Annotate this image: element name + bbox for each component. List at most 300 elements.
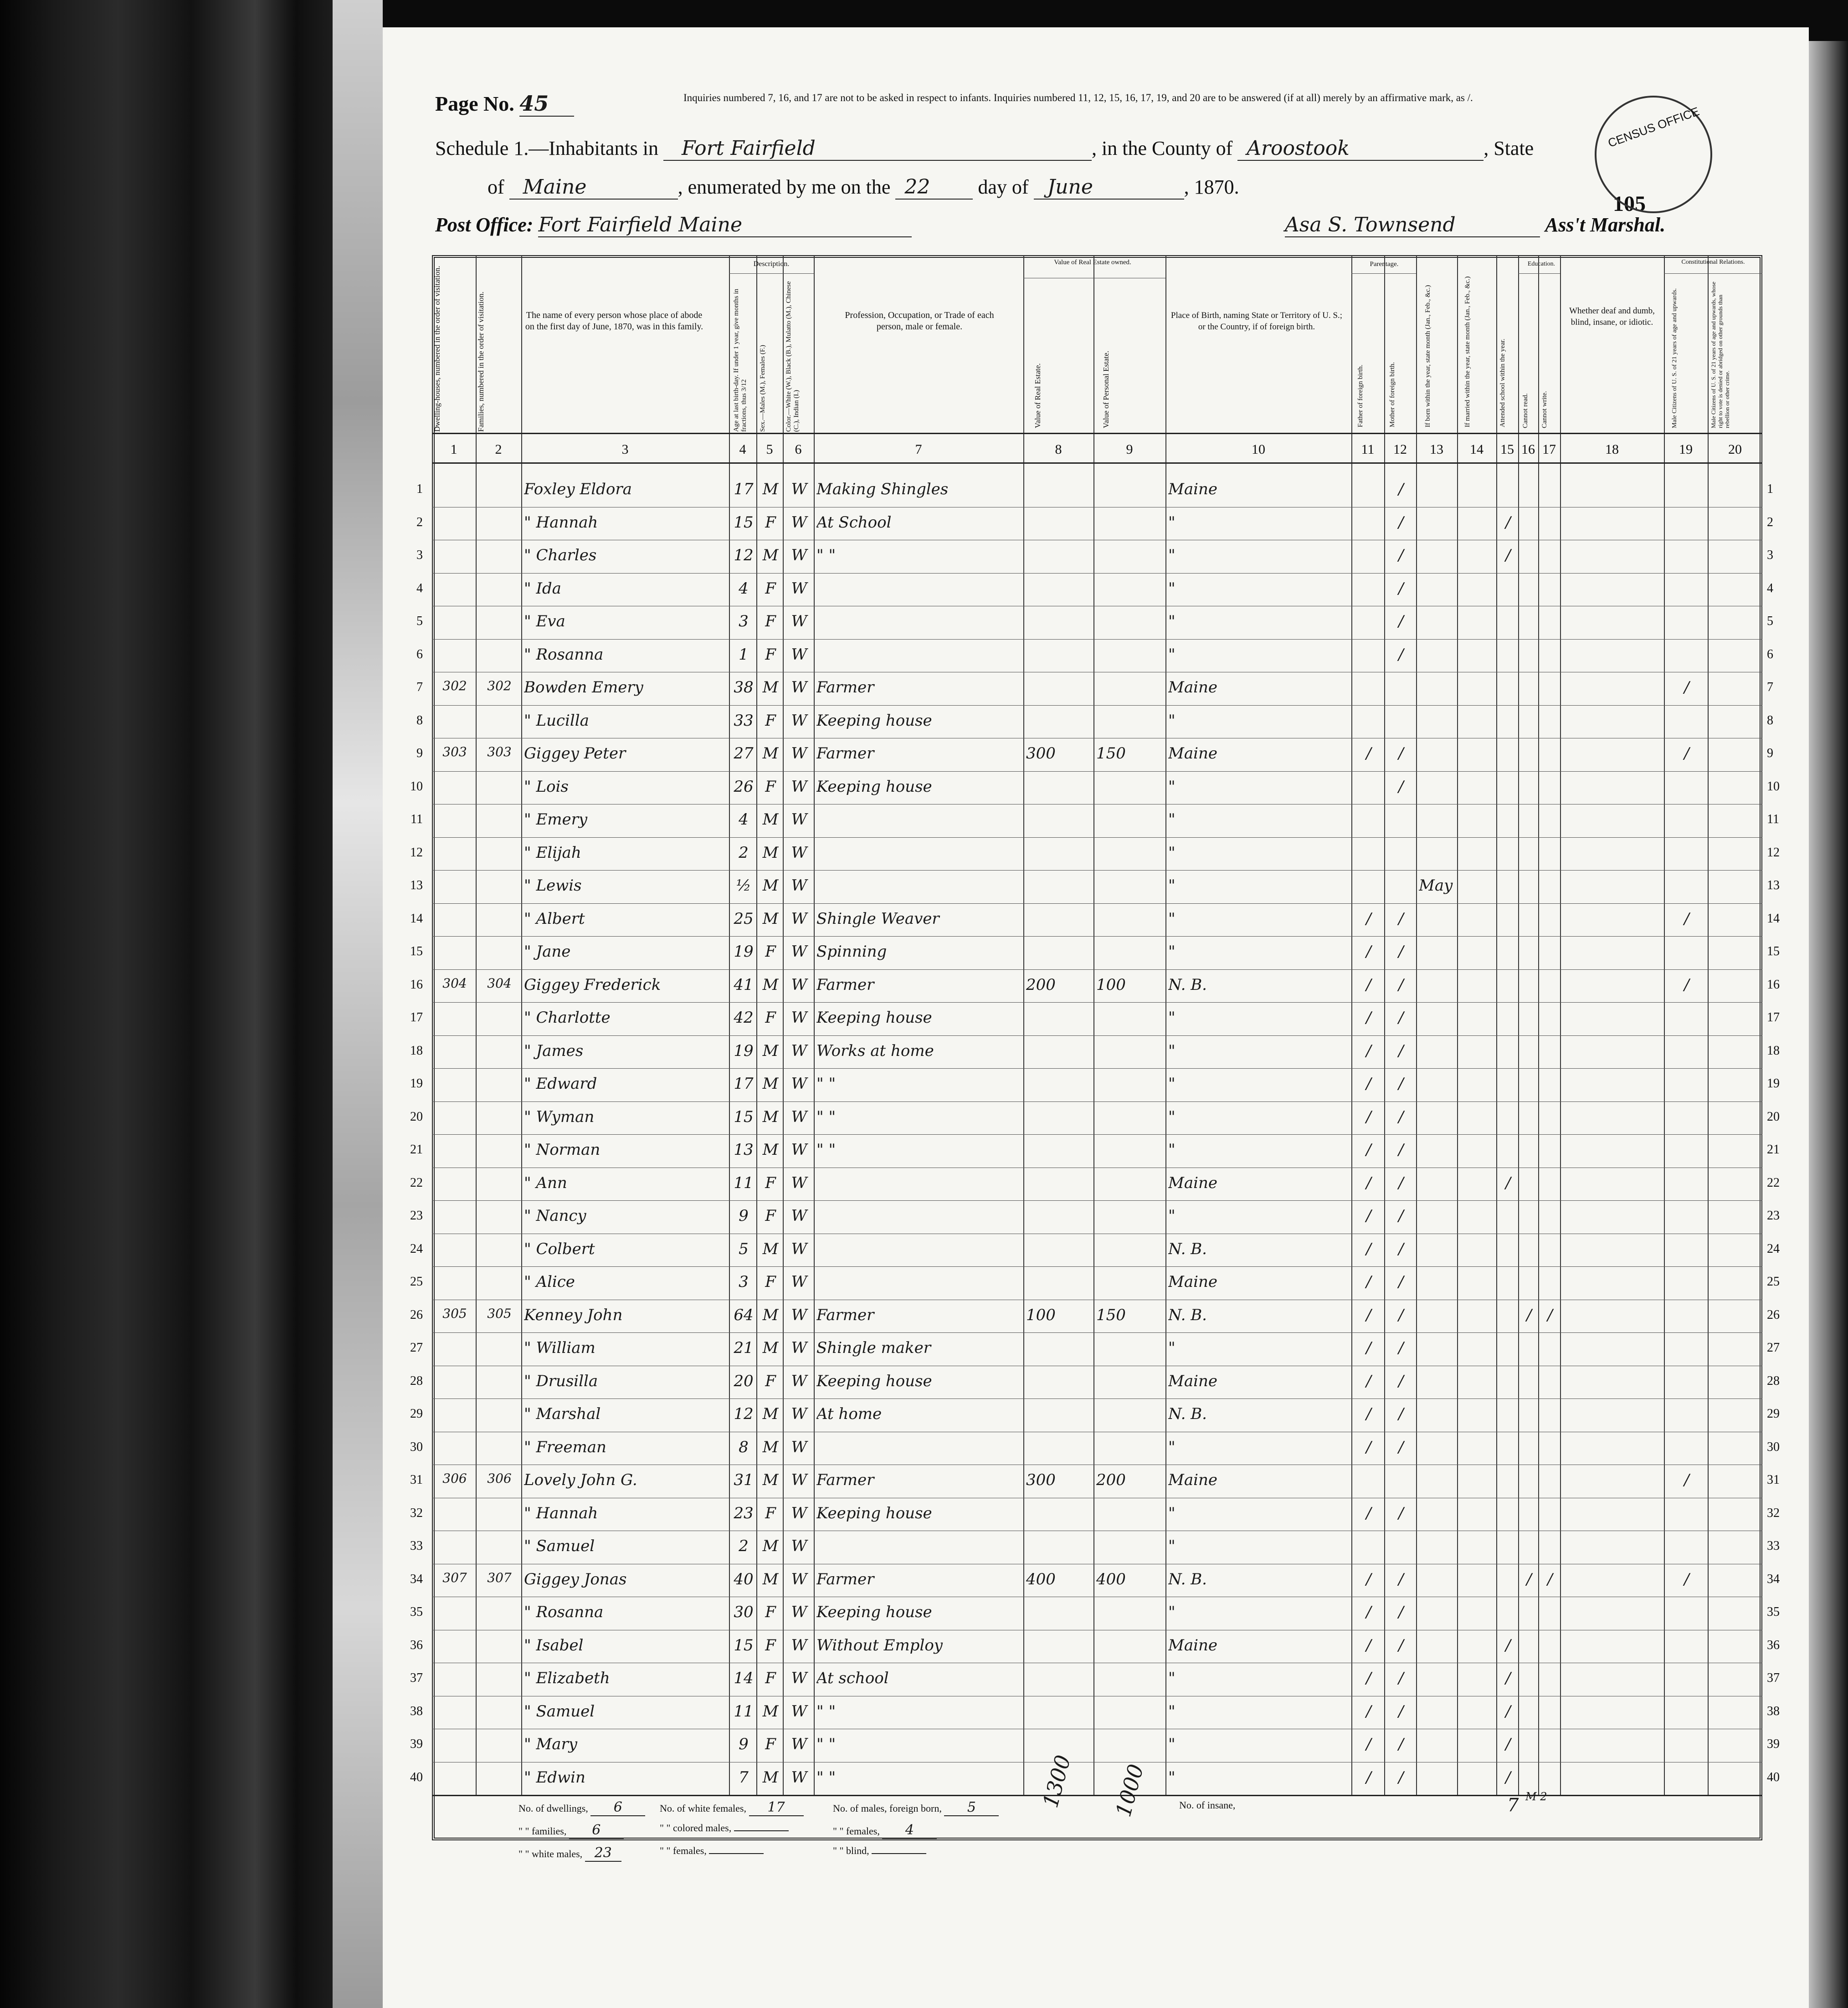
cell-color: W <box>791 645 807 664</box>
col-header-male-citizens: Male Citizens of U. S. of 21 years of age and upwards. <box>1671 288 1678 428</box>
cell-born: May <box>1419 876 1453 895</box>
col-header-dwelling: Dwelling-houses, numbered in the order of visitation. <box>433 266 441 432</box>
cell-father: / <box>1366 1207 1371 1225</box>
cell-name: " Wyman <box>524 1107 595 1126</box>
cell-sex: F <box>765 777 776 796</box>
cell-dwelling: 306 <box>442 1471 467 1486</box>
cell-school: / <box>1505 1636 1511 1655</box>
cell-name: " Jane <box>524 943 571 961</box>
cell-father: / <box>1366 1636 1371 1655</box>
line-number-right: 2 <box>1767 515 1773 529</box>
cell-color: W <box>791 1009 807 1027</box>
cell-mother: / <box>1398 1041 1404 1060</box>
cell-occupation: " " <box>816 1702 836 1721</box>
cell-birthplace: Maine <box>1168 1173 1217 1192</box>
cell-sex: M <box>762 678 779 697</box>
cell-age: 9 <box>739 1735 749 1753</box>
cell-birthplace: Maine <box>1168 1372 1217 1390</box>
cell-cw: / <box>1547 1570 1553 1588</box>
cell-mother: / <box>1398 1009 1404 1027</box>
cell-sex: M <box>762 1570 779 1588</box>
cell-father: / <box>1366 1570 1371 1588</box>
cell-family: 303 <box>487 744 512 759</box>
cell-sex: M <box>762 1306 779 1324</box>
cell-dwelling: 305 <box>442 1306 467 1321</box>
cell-color: W <box>791 1207 807 1225</box>
footer-school-total: 7 <box>1507 1795 1519 1816</box>
line-number-right: 5 <box>1767 614 1773 628</box>
cell-sex: F <box>765 711 776 730</box>
cell-family: 307 <box>487 1570 512 1585</box>
cell-mother: / <box>1398 744 1404 763</box>
cell-sex: F <box>765 1173 776 1192</box>
place-name: Fort Fairfield <box>663 137 1092 161</box>
cell-family: 302 <box>487 678 512 693</box>
cell-birthplace: " <box>1168 1009 1176 1027</box>
cell-name: Giggey Jonas <box>524 1570 627 1588</box>
column-number: 2 <box>495 442 502 457</box>
cell-color: W <box>791 1603 807 1621</box>
cell-mother: / <box>1398 1141 1404 1159</box>
cell-name: " Samuel <box>524 1702 595 1721</box>
cell-age: 2 <box>739 843 749 862</box>
enumeration-month: June <box>1034 175 1184 200</box>
cell-occupation: Shingle Weaver <box>816 909 939 928</box>
col-header-occupation: Profession, Occupation, or Trade of each person, male or female. <box>845 310 994 332</box>
row-rule <box>432 1795 1762 1796</box>
cell-birthplace: " <box>1168 1438 1176 1456</box>
stamp-text: CENSUS OFFICE <box>1606 104 1701 150</box>
footer-insane-label: No. of insane, <box>1179 1799 1236 1811</box>
cell-mother: / <box>1398 1372 1404 1390</box>
line-number-left: 24 <box>410 1241 423 1256</box>
line-number-right: 21 <box>1767 1142 1780 1157</box>
line-number-right: 10 <box>1767 779 1780 794</box>
census-sheet <box>383 27 1809 2008</box>
col-header-real-value: Value of Real Estate. <box>1033 363 1042 428</box>
cell-birthplace: Maine <box>1168 1273 1217 1291</box>
col-header-cannot-read: Cannot read. <box>1522 393 1529 428</box>
cell-occupation: Shingle maker <box>816 1339 931 1357</box>
cell-sex: M <box>762 1240 779 1258</box>
cell-birthplace: " <box>1168 1107 1176 1126</box>
cell-cit: / <box>1684 744 1689 763</box>
cell-occupation: " " <box>816 1768 836 1787</box>
cell-birthplace: " <box>1168 711 1176 730</box>
line-number-right: 32 <box>1767 1506 1780 1520</box>
cell-age: 42 <box>734 1009 754 1027</box>
page-edge <box>1804 41 1848 2008</box>
cell-name: " Lucilla <box>524 711 589 730</box>
cell-sex: F <box>765 645 776 664</box>
line-number-left: 31 <box>410 1473 423 1487</box>
cell-mother: / <box>1398 1207 1404 1225</box>
cell-occupation: Farmer <box>816 1306 874 1324</box>
cell-occupation: " " <box>816 1141 836 1159</box>
line-number-left: 3 <box>416 548 423 562</box>
row-rule <box>432 903 1762 904</box>
cell-name: " Marshal <box>524 1405 601 1423</box>
footer-females-value <box>709 1853 764 1854</box>
cell-age: 15 <box>734 1107 754 1126</box>
col-header-father-foreign: Father of foreign birth. <box>1357 364 1364 427</box>
cell-color: W <box>791 876 807 895</box>
cell-mother: / <box>1398 1570 1404 1588</box>
cell-color: W <box>791 810 807 829</box>
line-number-right: 23 <box>1767 1209 1780 1223</box>
cell-occupation: Farmer <box>816 1570 874 1588</box>
cell-color: W <box>791 975 807 994</box>
cell-sex: M <box>762 1339 779 1357</box>
footer-foreign-males-value: 5 <box>944 1799 999 1816</box>
cell-mother: / <box>1398 1504 1404 1522</box>
line-number-right: 22 <box>1767 1175 1780 1190</box>
cell-birthplace: " <box>1168 1735 1176 1753</box>
cell-mother: / <box>1398 777 1404 796</box>
cell-birthplace: " <box>1168 546 1176 564</box>
row-rule <box>432 936 1762 937</box>
cell-occupation: " " <box>816 1735 836 1753</box>
cell-school: / <box>1505 1768 1511 1787</box>
cell-name: " Colbert <box>524 1240 595 1258</box>
row-rule <box>432 705 1762 706</box>
cell-color: W <box>791 1339 807 1357</box>
line-number-left: 19 <box>410 1076 423 1091</box>
col-header-name: The name of every person whose place of abode on the first day of June, 1870, was in this family. <box>525 310 703 332</box>
line-number-left: 39 <box>410 1737 423 1751</box>
cell-birthplace: " <box>1168 645 1176 664</box>
cell-birthplace: " <box>1168 1603 1176 1621</box>
cell-age: 23 <box>734 1504 754 1522</box>
line-number-left: 18 <box>410 1043 423 1058</box>
cell-name: " Emery <box>524 810 588 829</box>
line-number-left: 32 <box>410 1506 423 1520</box>
cell-father: / <box>1366 1669 1371 1687</box>
state-label: , State <box>1484 137 1534 159</box>
schedule-label: Schedule 1.—Inhabitants in <box>435 137 659 159</box>
cell-age: 19 <box>734 943 754 961</box>
line-number-right: 38 <box>1767 1704 1780 1718</box>
cell-color: W <box>791 1471 807 1489</box>
cell-occupation: Farmer <box>816 678 874 697</box>
row-rule <box>432 1200 1762 1201</box>
cell-color: W <box>791 943 807 961</box>
row-rule <box>432 573 1762 574</box>
col-header-married-in-year: If married within the year, state month (Jan., Feb., &c.) <box>1464 276 1471 427</box>
cell-father: / <box>1366 1735 1371 1753</box>
row-rule <box>432 1002 1762 1003</box>
cell-color: W <box>791 480 807 498</box>
cell-color: W <box>791 579 807 598</box>
cell-birthplace: " <box>1168 1041 1176 1060</box>
cell-birthplace: " <box>1168 843 1176 862</box>
cell-sex: F <box>765 1207 776 1225</box>
cell-occupation: Keeping house <box>816 711 932 730</box>
cell-name: " James <box>524 1041 584 1060</box>
cell-name: " Mary <box>524 1735 577 1753</box>
col-header-parentage: Parentage. <box>1370 261 1399 268</box>
line-number-left: 38 <box>410 1704 423 1718</box>
instructions-note: Inquiries numbered 7, 16, and 17 are not to be asked in respect to infants. Inquiries numbered 11, 12, 15, 16, 17, 19, and 20 are to be answered (if at all) merely by an affirmative mark, as /. <box>683 92 1473 103</box>
column-number: 1 <box>450 442 457 457</box>
column-number: 3 <box>621 442 629 457</box>
cell-mother: / <box>1398 1669 1404 1687</box>
footer-families-value: 6 <box>569 1822 624 1839</box>
cell-occupation: Farmer <box>816 1471 874 1489</box>
enumerated-label: , enumerated by me on the <box>678 176 891 198</box>
cell-name: " Charles <box>524 546 597 564</box>
line-number-right: 12 <box>1767 845 1780 860</box>
row-rule <box>432 639 1762 640</box>
cell-name: " Isabel <box>524 1636 584 1655</box>
cell-color: W <box>791 1537 807 1555</box>
footer-females-label: " " females, <box>660 1845 707 1856</box>
cell-age: 33 <box>734 711 754 730</box>
line-number-left: 5 <box>416 614 423 628</box>
line-number-right: 4 <box>1767 581 1773 595</box>
line-number-left: 1 <box>416 482 423 496</box>
cell-name: " Rosanna <box>524 1603 604 1621</box>
cell-name: " Lois <box>524 777 569 796</box>
cell-mother: / <box>1398 480 1404 498</box>
cell-age: 13 <box>734 1141 754 1159</box>
cell-name: " William <box>524 1339 595 1357</box>
col-header-age: Age at last birth-day. If under 1 year, give months in fractions, thus 3/12 <box>733 288 748 432</box>
column-number: 7 <box>915 442 922 457</box>
cell-age: 20 <box>734 1372 754 1390</box>
cell-sex: M <box>762 546 779 564</box>
page-gutter <box>333 0 383 2008</box>
cell-sex: M <box>762 975 779 994</box>
line-number-left: 11 <box>411 812 423 826</box>
cell-sex: M <box>762 1702 779 1721</box>
cell-father: / <box>1366 909 1371 928</box>
cell-age: 17 <box>734 480 754 498</box>
county-label: , in the County of <box>1092 137 1233 159</box>
cell-color: W <box>791 1405 807 1423</box>
footer-foreign-males-label: No. of males, foreign born, <box>833 1803 942 1814</box>
column-number: 8 <box>1055 442 1062 457</box>
column-number: 11 <box>1361 442 1375 457</box>
cell-mother: / <box>1398 1107 1404 1126</box>
cell-birthplace: N. B. <box>1168 1570 1207 1588</box>
footer-foreign-females <box>833 1822 937 1839</box>
cell-school: / <box>1505 1669 1511 1687</box>
line-number-left: 27 <box>410 1341 423 1355</box>
cell-dwelling: 302 <box>442 678 467 693</box>
cell-age: 15 <box>734 1636 754 1655</box>
cell-sex: M <box>762 1041 779 1060</box>
cell-name: Giggey Frederick <box>524 975 661 994</box>
census-table <box>410 255 1780 1861</box>
row-rule <box>432 1035 1762 1036</box>
line-number-left: 30 <box>410 1439 423 1454</box>
footer-colored-males-value <box>734 1830 789 1831</box>
column-number: 20 <box>1728 442 1742 457</box>
column-number: 18 <box>1605 442 1619 457</box>
cell-sex: F <box>765 1636 776 1655</box>
cell-real: 100 <box>1026 1306 1056 1324</box>
cell-age: 25 <box>734 909 754 928</box>
cell-sex: M <box>762 1405 779 1423</box>
footer-foreign-males <box>833 1799 999 1816</box>
cell-father: / <box>1366 975 1371 994</box>
cell-school: / <box>1505 1702 1511 1721</box>
header-group-rule <box>1518 273 1560 274</box>
footer-white-males-label: " " white males, <box>518 1848 583 1859</box>
page-number-line <box>435 91 574 117</box>
cell-color: W <box>791 1372 807 1390</box>
cell-sex: M <box>762 876 779 895</box>
cell-real: 400 <box>1026 1570 1056 1588</box>
col-header-cannot-write: Cannot write. <box>1541 391 1548 428</box>
sheet-number: 105 <box>1613 192 1646 216</box>
cell-age: 19 <box>734 1041 754 1060</box>
row-rule <box>432 837 1762 838</box>
line-number-left: 15 <box>410 944 423 958</box>
cell-occupation: Works at home <box>816 1041 934 1060</box>
line-number-right: 3 <box>1767 548 1773 562</box>
row-rule <box>432 1332 1762 1333</box>
line-number-left: 25 <box>410 1275 423 1289</box>
line-number-left: 17 <box>410 1010 423 1024</box>
cell-cit: / <box>1684 1570 1689 1588</box>
cell-personal: 100 <box>1096 975 1126 994</box>
line-number-right: 1 <box>1767 482 1773 496</box>
cell-mother: / <box>1398 943 1404 961</box>
cell-color: W <box>791 678 807 697</box>
footer-white-males-value: 23 <box>585 1845 621 1862</box>
cell-occupation: At home <box>816 1405 882 1423</box>
line-number-right: 30 <box>1767 1439 1780 1454</box>
cell-age: 40 <box>734 1570 754 1588</box>
line-number-left: 40 <box>410 1770 423 1784</box>
census-year: , 1870. <box>1184 176 1239 198</box>
row-rule <box>432 1398 1762 1399</box>
cell-age: 41 <box>734 975 754 994</box>
cell-cw: / <box>1547 1306 1553 1324</box>
cell-color: W <box>791 1438 807 1456</box>
cell-sex: F <box>765 513 776 532</box>
cell-occupation: Farmer <box>816 744 874 763</box>
cell-sex: M <box>762 1438 779 1456</box>
column-number: 15 <box>1500 442 1514 457</box>
cell-father: / <box>1366 744 1371 763</box>
line-number-right: 36 <box>1767 1638 1780 1652</box>
cell-occupation: Farmer <box>816 975 874 994</box>
line-number-right: 18 <box>1767 1043 1780 1058</box>
cell-color: W <box>791 1768 807 1787</box>
col-header-sex: Sex.—Males (M.), Females (F.) <box>759 345 766 432</box>
line-number-right: 26 <box>1767 1307 1780 1322</box>
cell-color: W <box>791 1306 807 1324</box>
cell-name: " Lewis <box>524 876 582 895</box>
cell-birthplace: Maine <box>1168 480 1217 498</box>
column-number: 9 <box>1126 442 1133 457</box>
column-number: 19 <box>1679 442 1693 457</box>
cell-occupation: Making Shingles <box>816 480 949 498</box>
cell-color: W <box>791 744 807 763</box>
cell-sex: M <box>762 480 779 498</box>
cell-age: ½ <box>736 876 751 895</box>
cell-age: 64 <box>734 1306 754 1324</box>
footer-personal-estate-total: 1000 <box>1111 1761 1149 1819</box>
cell-sex: M <box>762 1471 779 1489</box>
column-number: 16 <box>1521 442 1535 457</box>
cell-name: " Eva <box>524 612 565 630</box>
line-number-left: 34 <box>410 1572 423 1586</box>
line-number-left: 20 <box>410 1109 423 1124</box>
cell-cit: / <box>1684 909 1689 928</box>
cell-birthplace: " <box>1168 1669 1176 1687</box>
cell-sex: F <box>765 1009 776 1027</box>
footer-females <box>660 1845 764 1857</box>
line-number-right: 6 <box>1767 647 1773 661</box>
line-number-left: 4 <box>416 581 423 595</box>
cell-mother: / <box>1398 1603 1404 1621</box>
line-number-left: 10 <box>410 779 423 794</box>
cell-name: " Drusilla <box>524 1372 598 1390</box>
cell-birthplace: " <box>1168 810 1176 829</box>
cell-birthplace: Maine <box>1168 744 1217 763</box>
row-rule <box>432 1101 1762 1102</box>
cell-name: " Hannah <box>524 1504 598 1522</box>
line-number-left: 9 <box>416 746 423 760</box>
cell-birthplace: " <box>1168 1207 1176 1225</box>
cell-age: 8 <box>739 1438 749 1456</box>
cell-occupation: Spinning <box>816 943 887 961</box>
cell-father: / <box>1366 1107 1371 1126</box>
cell-color: W <box>791 1141 807 1159</box>
footer-blind-label: " " blind, <box>833 1845 869 1856</box>
cell-mother: / <box>1398 1438 1404 1456</box>
cell-occupation: Without Employ <box>816 1636 943 1655</box>
cell-age: 5 <box>739 1240 749 1258</box>
cell-birthplace: N. B. <box>1168 975 1207 994</box>
cell-name: " Rosanna <box>524 645 604 664</box>
cell-age: 30 <box>734 1603 754 1621</box>
page-number: 45 <box>519 91 574 117</box>
cell-father: / <box>1366 1173 1371 1192</box>
cell-name: " Nancy <box>524 1207 586 1225</box>
footer-real-estate-total: 1300 <box>1038 1752 1076 1810</box>
cell-mother: / <box>1398 1240 1404 1258</box>
cell-father: / <box>1366 1240 1371 1258</box>
cell-birthplace: " <box>1168 876 1176 895</box>
cell-age: 12 <box>734 546 754 564</box>
column-number: 13 <box>1430 442 1443 457</box>
cell-real: 300 <box>1026 744 1056 763</box>
line-number-right: 39 <box>1767 1737 1780 1751</box>
line-number-right: 14 <box>1767 911 1780 926</box>
line-number-left: 33 <box>410 1539 423 1553</box>
footer-foreign-females-label: " " females, <box>833 1825 880 1837</box>
cell-age: 11 <box>734 1173 754 1192</box>
row-rule <box>432 969 1762 970</box>
line-number-right: 25 <box>1767 1275 1780 1289</box>
enumeration-line <box>488 175 1239 200</box>
cell-cit: / <box>1684 1471 1689 1489</box>
column-number: 14 <box>1470 442 1484 457</box>
column-number: 5 <box>766 442 773 457</box>
line-number-right: 9 <box>1767 746 1773 760</box>
cell-age: 15 <box>734 513 754 532</box>
col-header-color: Color.—White (W.), Black (B.), Mulatto (M.), Chinese (C.), Indian (I.) <box>785 281 800 432</box>
enumeration-day: 22 <box>895 175 973 200</box>
footer-dwellings <box>518 1799 645 1816</box>
cell-sex: M <box>762 744 779 763</box>
cell-birthplace: Maine <box>1168 1636 1217 1655</box>
